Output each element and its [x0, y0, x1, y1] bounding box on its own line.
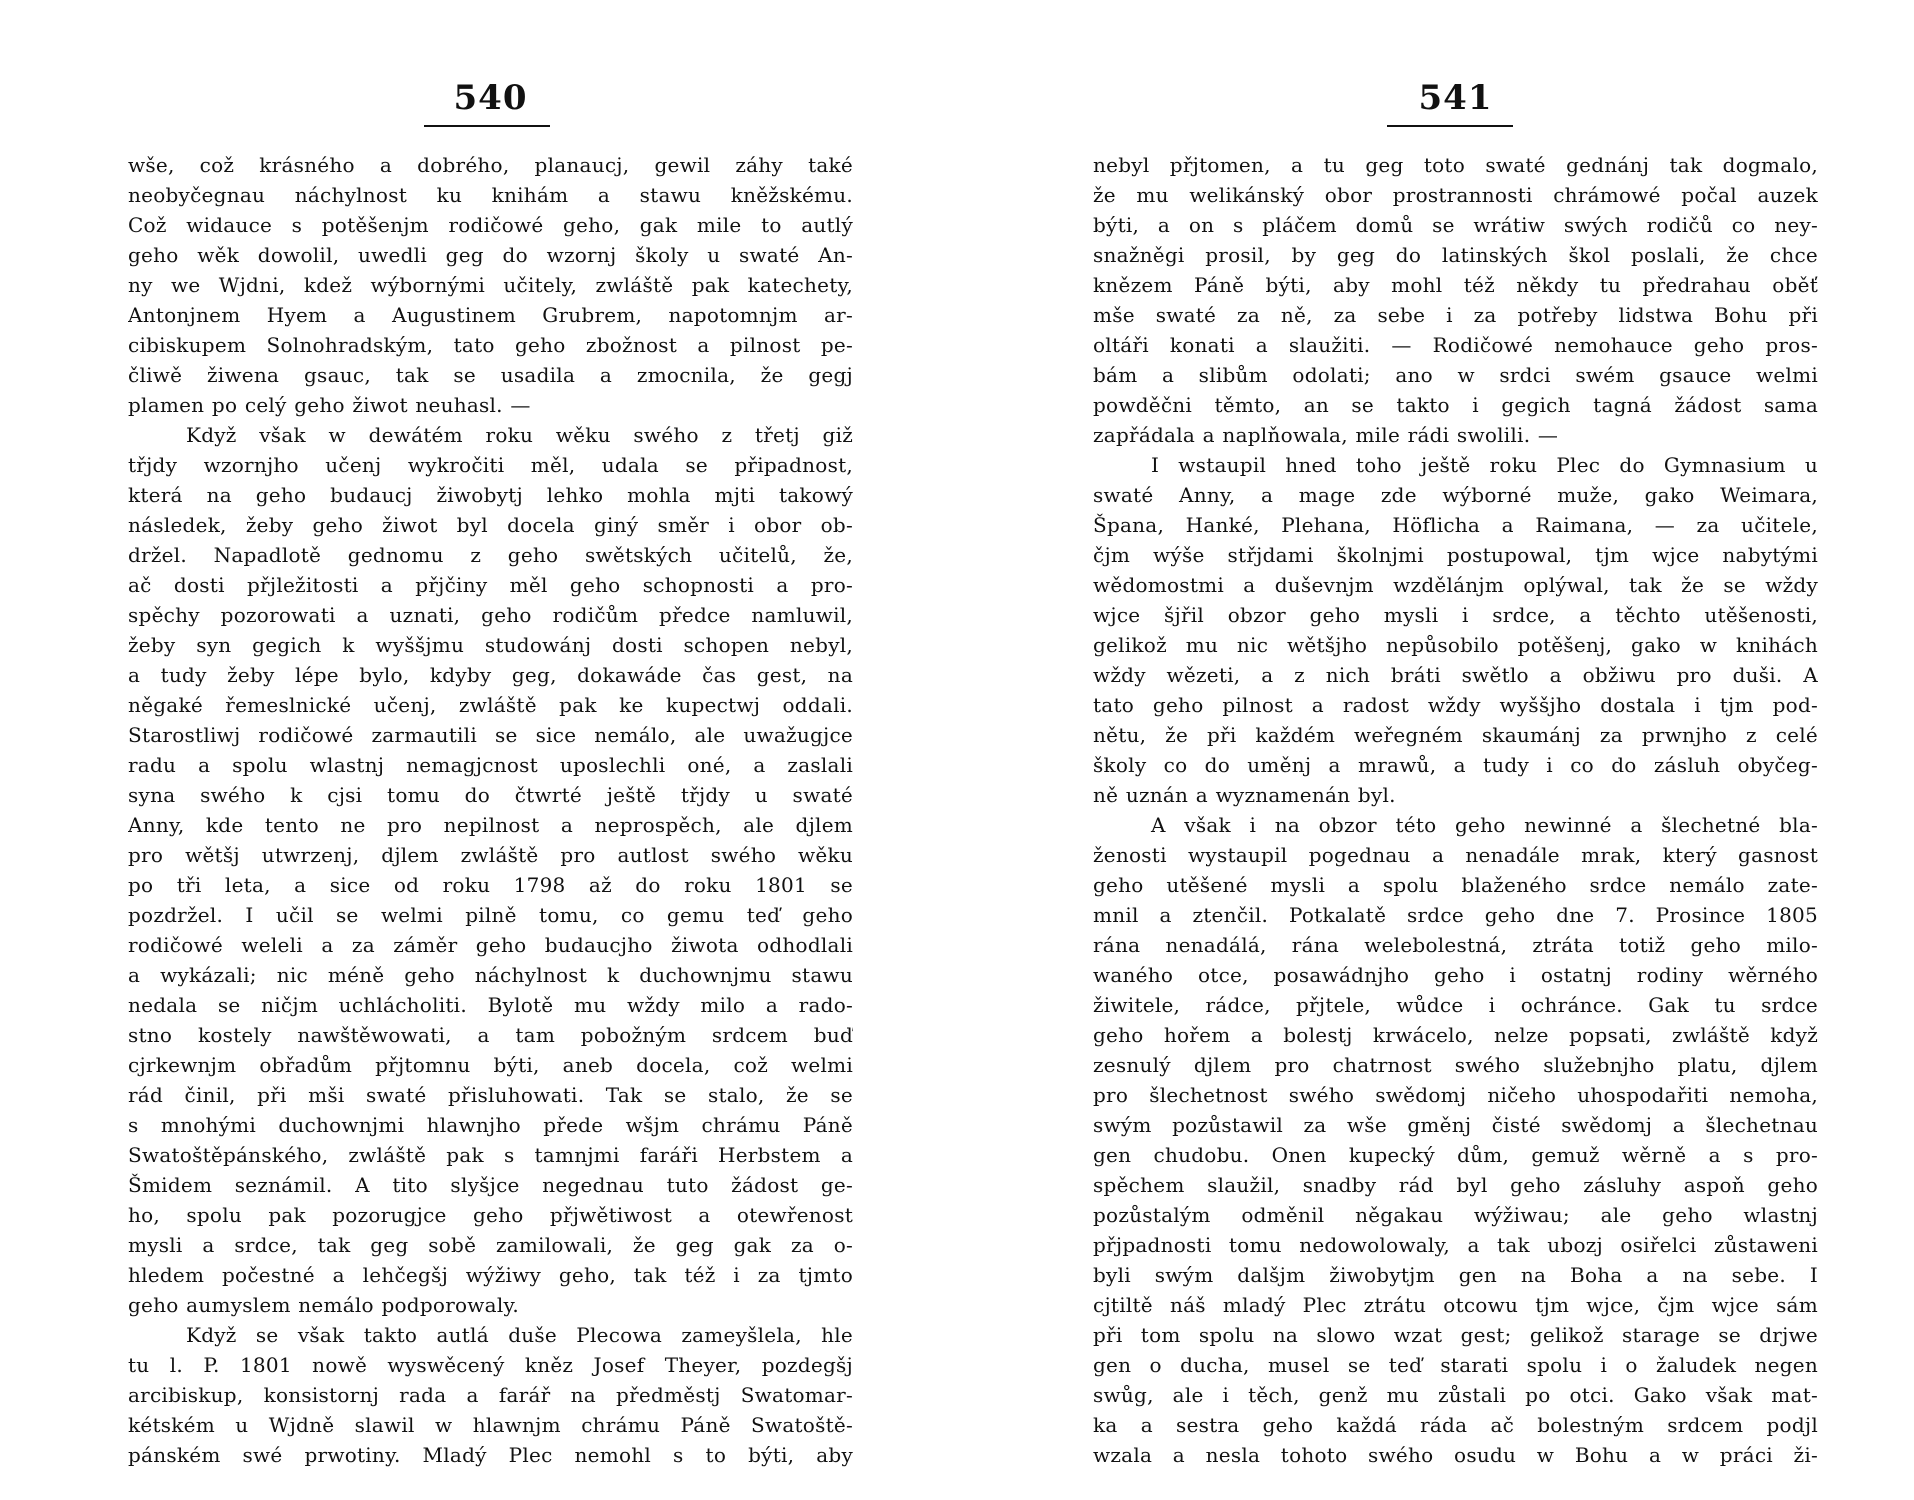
text-line: něgaké řemeslnické učenj, zwláště pak ke kupectwj oddali.	[128, 693, 853, 717]
text-line: ny we Wjdni, kdež wýbornými učitely, zwláště pak katechety,	[128, 273, 853, 297]
text-line: radu a spolu wlastnj nemagjcnost uposlechli oné, a zaslali	[128, 753, 853, 777]
text-line: nětu, že při každém weřegném skaumánj za prwnjho z celé	[1093, 723, 1818, 747]
text-line: pánském swé prwotiny. Mladý Plec nemohl s to býti, aby	[128, 1443, 853, 1467]
text-line: čliwě žiwena gsauc, tak se usadila a zmocnila, že gegj	[128, 363, 853, 387]
text-line: gen o ducha, musel se teď starati spolu i o žaludek negen	[1093, 1353, 1818, 1377]
text-line: pro šlechetnost swého swědomj ničeho uhospodařiti nemoha,	[1093, 1083, 1818, 1107]
page-body-text	[1093, 150, 1818, 1470]
text-line: mysli a srdce, tak geg sobě zamilowali, že geg gak za o-	[128, 1233, 853, 1257]
text-line: wědomostmi a duševnjm wzdělánjm oplýwal, tak že se wždy	[1093, 573, 1818, 597]
text-line: plamen po celý geho žiwot neuhasl. —	[128, 393, 531, 417]
text-line: wždy wězeti, a z nich bráti swětlo a obžiwu pro duši. A	[1093, 663, 1818, 687]
text-line: bám a slibům odolati; ano w srdci swém gsauce welmi	[1093, 363, 1818, 387]
text-line: tato geho pilnost a radost wždy wyššjho dostala i tjm pod-	[1093, 693, 1818, 717]
text-line: cjtiltě náš mladý Plec ztrátu otcowu tjm wjce, čjm wjce sám	[1093, 1293, 1818, 1317]
text-line: neobyčegnau náchylnost ku knihám a stawu kněžskému.	[128, 183, 853, 207]
text-line: přjpadnosti tomu nedowolowaly, a tak ubozj osiřelci zůstaweni	[1093, 1233, 1818, 1257]
text-line: při tom spolu na slowo wzat gest; gelikož starage se drjwe	[1093, 1323, 1818, 1347]
page-number: 540	[453, 78, 528, 118]
text-line: wzala a nesla tohoto swého osudu w Bohu a w práci ži-	[1093, 1443, 1818, 1467]
text-line: ka a sestra geho každá ráda ač bolestným srdcem podjl	[1093, 1413, 1818, 1437]
text-line: Swatoštěpánského, zwláště pak s tamnjmi faráři Herbstem a	[128, 1143, 853, 1167]
text-line: a tudy žeby lépe bylo, kdyby geg, dokawáde čas gest, na	[128, 663, 853, 687]
text-line: mnil a ztenčil. Potkalatě srdce geho dne 7. Prosince 1805	[1093, 903, 1818, 927]
text-line: ač dosti přjležitosti a přjčiny měl geho schopnosti a pro-	[128, 573, 853, 597]
text-line: gelikož mu nic wětšjho nepůsobilo potěšenj, gako w knihách	[1093, 633, 1818, 657]
text-line: spěchy pozorowati a uznati, geho rodičům předce namluwil,	[128, 603, 853, 627]
text-line: syna swého k cjsi tomu do čtwrté ještě třjdy u swaté	[128, 783, 853, 807]
text-line: wjce šjřil obzor geho mysli i srdce, a těchto utěšenosti,	[1093, 603, 1818, 627]
text-line: I wstaupil hned toho ještě roku Plec do Gymnasium u	[1151, 453, 1818, 477]
header-rule	[1387, 125, 1513, 127]
text-line: rád činil, při mši swaté přisluhowati. Tak se stalo, že se	[128, 1083, 853, 1107]
text-line: cjrkewnjm obřadům přjtomnu býti, aneb docela, což welmi	[128, 1053, 853, 1077]
text-line: pro wětšj utwrzenj, djlem zwláště pro autlost swého wěku	[128, 843, 853, 867]
page-body-text	[128, 150, 853, 1470]
text-line: ženosti wystaupil pogednau a nenadále mrak, který gasnost	[1093, 843, 1818, 867]
text-line: a wykázali; nic méně geho náchylnost k duchownjmu stawu	[128, 963, 853, 987]
text-line: hledem počestné a lehčegšj wýžiwy geho, tak též i za tjmto	[128, 1263, 853, 1287]
text-line: žeby syn gegich k wyššjmu studowánj dosti schopen nebyl,	[128, 633, 853, 657]
text-line: geho aumyslem nemálo podporowaly.	[128, 1293, 519, 1317]
text-line: Což widauce s potěšenjm rodičowé geho, gak mile to autlý	[128, 213, 853, 237]
text-line: držel. Napadlotě gednomu z geho swětských učitelů, že,	[128, 543, 853, 567]
page-number: 541	[1418, 78, 1493, 118]
text-line: ně uznán a wyznamenán byl.	[1093, 783, 1396, 807]
text-line: následek, žeby geho žiwot byl docela giný směr i obor ob-	[128, 513, 853, 537]
text-line: rána nenadálá, rána welebolestná, ztráta totiž geho milo-	[1093, 933, 1818, 957]
text-line: oltáři konati a slaužiti. — Rodičowé nemohauce geho pros-	[1093, 333, 1818, 357]
text-line: swůg, ale i těch, genž mu zůstali po otci. Gako však mat-	[1093, 1383, 1818, 1407]
text-line: školy co do uměnj a mrawů, a tudy i co do zásluh obyčeg-	[1093, 753, 1818, 777]
text-line: která na geho budaucj žiwobytj lehko mohla mjti takowý	[128, 483, 853, 507]
text-line: Starostliwj rodičowé zarmautili se sice nemálo, ale uwažugjce	[128, 723, 853, 747]
text-line: že mu welikánský obor prostrannosti chrámowé počal auzek	[1093, 183, 1818, 207]
text-line: po tři leta, a sice od roku 1798 až do roku 1801 se	[128, 873, 853, 897]
text-line: kétském u Wjdně slawil w hlawnjm chrámu Páně Swatoště-	[128, 1413, 853, 1437]
text-line: waného otce, posawádnjho geho i ostatnj rodiny wěrného	[1093, 963, 1818, 987]
text-line: A však i na obzor této geho newinné a šlechetné bla-	[1151, 813, 1818, 837]
text-line: geho utěšené mysli a spolu blaženého srdce nemálo zate-	[1093, 873, 1818, 897]
text-line: knězem Páně býti, aby mohl též někdy tu předrahau oběť	[1093, 273, 1818, 297]
text-line: gen chudobu. Onen kupecký dům, gemuž wěrně a s pro-	[1093, 1143, 1818, 1167]
text-line: zapřádala a naplňowala, mile rádi swolili. —	[1093, 423, 1559, 447]
text-line: čjm wýše střjdami školnjmi postupowal, tjm wjce nabytými	[1093, 543, 1818, 567]
text-line: třjdy wzornjho učenj wykročiti měl, udala se připadnost,	[128, 453, 853, 477]
text-line: nebyl přjtomen, a tu geg toto swaté gednánj tak dogmalo,	[1093, 153, 1818, 177]
text-line: swým pozůstawil za wše gměnj čisté swědomj a šlechetnau	[1093, 1113, 1818, 1137]
text-line: Antonjnem Hyem a Augustinem Grubrem, napotomnjm ar-	[128, 303, 853, 327]
text-line: spěchem slaužil, snadby rád byl geho zásluhy aspoň geho	[1093, 1173, 1818, 1197]
text-line: wše, což krásného a dobrého, planaucj, gewil záhy také	[128, 153, 853, 177]
text-line: Když se však takto autlá duše Plecowa zameyšlela, hle	[186, 1323, 853, 1347]
text-line: rodičowé weleli a za záměr geho budaucjho žiwota odhodlali	[128, 933, 853, 957]
text-line: stno kostely nawštěwowati, a tam pobožným srdcem buď	[128, 1023, 853, 1047]
header-rule	[424, 125, 550, 127]
text-line: powděčni těmto, an se takto i gegich tagná žádost sama	[1093, 393, 1818, 417]
text-line: žiwitele, rádce, přjtele, wůdce i ochránce. Gak tu srdce	[1093, 993, 1818, 1017]
text-line: swaté Anny, a mage zde wýborné muže, gako Weimara,	[1093, 483, 1818, 507]
text-line: geho hořem a bolestj krwácelo, nelze popsati, zwláště když	[1093, 1023, 1818, 1047]
text-line: Anny, kde tento ne pro nepilnost a neprospěch, ale djlem	[128, 813, 853, 837]
text-line: byli swým dalšjm žiwobytjm gen na Boha a na sebe. I	[1093, 1263, 1818, 1287]
text-line: zesnulý djlem pro chatrnost swého služebnjho platu, djlem	[1093, 1053, 1818, 1077]
text-line: Šmidem seznámil. A tito slyšjce negednau tuto žádost ge-	[128, 1173, 853, 1197]
text-line: s mnohými duchownjmi hlawnjho přede wšjm chrámu Páně	[128, 1113, 853, 1137]
text-line: arcibiskup, konsistornj rada a farář na předměstj Swatomar-	[128, 1383, 853, 1407]
text-line: geho wěk dowolil, uwedli geg do wzornj školy u swaté An-	[128, 243, 853, 267]
text-line: mše swaté za ně, za sebe i za potřeby lidstwa Bohu při	[1093, 303, 1818, 327]
text-line: nedala se ničjm uchlácholiti. Bylotě mu wždy milo a rado-	[128, 993, 853, 1017]
text-line: pozdržel. I učil se welmi pilně tomu, co gemu teď geho	[128, 903, 853, 927]
text-line: Když však w dewátém roku wěku swého z třetj giž	[186, 423, 853, 447]
text-line: tu l. P. 1801 nowě wyswěcený kněz Josef Theyer, pozdegšj	[128, 1353, 853, 1377]
text-line: pozůstalým odměnil něgakau wýžiwau; ale geho wlastnj	[1093, 1203, 1818, 1227]
text-line: ho, spolu pak pozorugjce geho přjwětiwost a otewřenost	[128, 1203, 853, 1227]
text-line: cibiskupem Solnohradským, tato geho zbožnost a pilnost pe-	[128, 333, 853, 357]
text-line: býti, a on s pláčem domů se wrátiw swých rodičů co ney-	[1093, 213, 1818, 237]
text-line: Španа, Hanké, Plehana, Höflicha a Raimana, — za učitele,	[1093, 513, 1818, 537]
left-page	[128, 0, 853, 1500]
right-page	[1093, 0, 1818, 1500]
text-line: snažněgi prosil, by geg do latinských škol poslali, že chce	[1093, 243, 1818, 267]
